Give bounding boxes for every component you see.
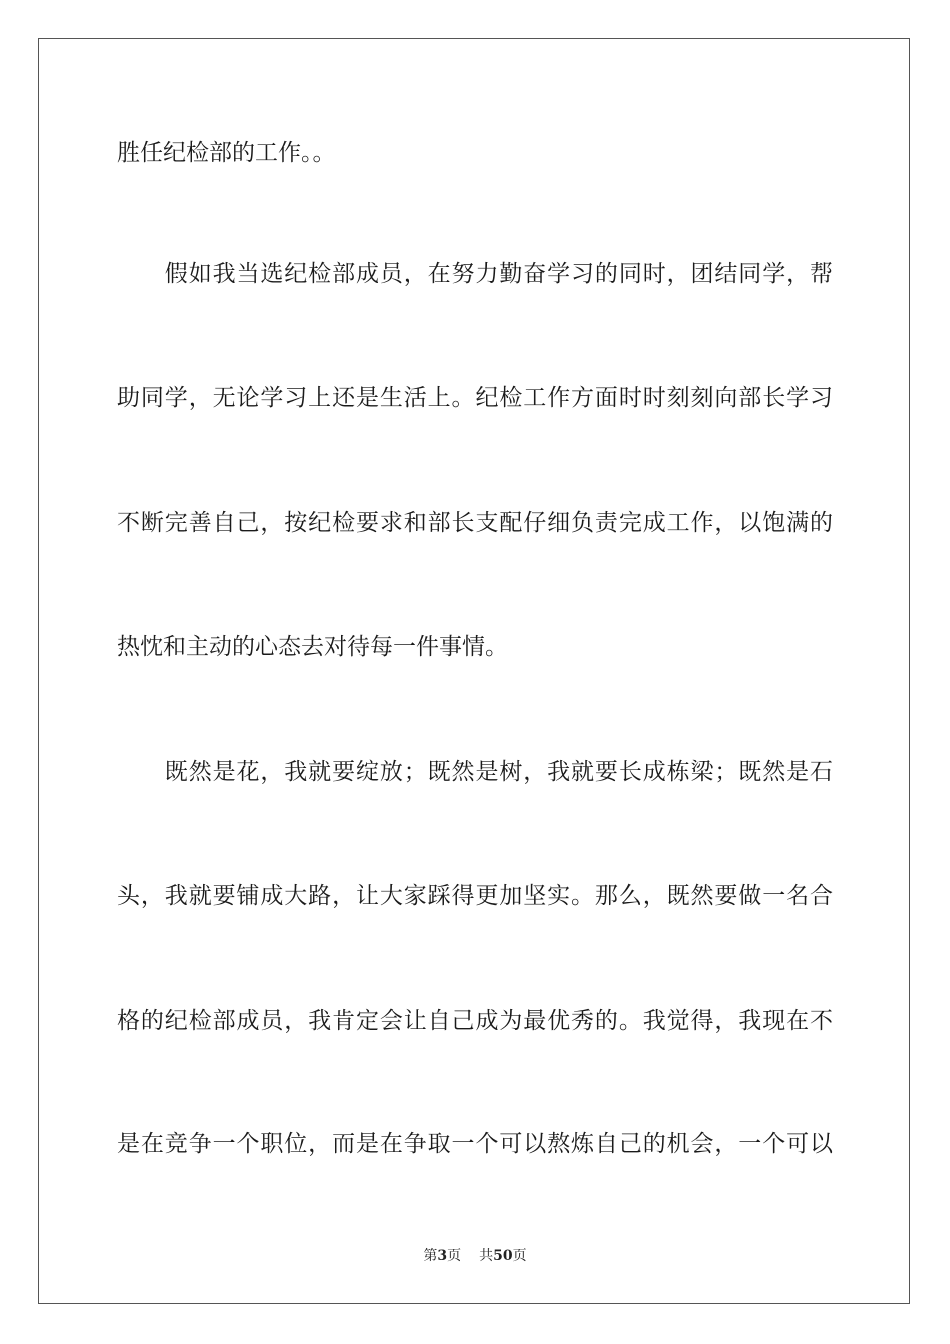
text-line-5: 热忱和主动的心态去对待每一件事情。 — [117, 634, 508, 660]
text-line-2: 假如我当选纪检部成员，在努力勤奋学习的同时，团结同学，帮 — [117, 261, 833, 287]
page-prefix: 第 — [423, 1248, 438, 1264]
text-line-7: 头，我就要铺成大路，让大家踩得更加坚实。那么，既然要做一名合 — [117, 883, 833, 909]
total-suffix: 页 — [512, 1248, 527, 1264]
text-line-8: 格的纪检部成员，我肯定会让自己成为最优秀的。我觉得，我现在不 — [117, 1008, 833, 1034]
total-prefix: 共 — [479, 1248, 494, 1264]
total-pages: 50 — [493, 1248, 513, 1264]
page-number: 3 — [437, 1248, 448, 1264]
page-border — [38, 38, 910, 1304]
text-line-9: 是在竞争一个职位，而是在争取一个可以熬炼自己的机会，一个可以 — [117, 1131, 833, 1157]
text-line-1: 胜任纪检部的工作。。 — [117, 140, 336, 166]
text-line-3: 助同学，无论学习上还是生活上。纪检工作方面时时刻刻向部长学习 — [117, 385, 833, 411]
page-footer — [0, 1247, 950, 1265]
page-suffix: 页 — [447, 1248, 462, 1264]
text-line-4: 不断完善自己，按纪检要求和部长支配仔细负责完成工作，以饱满的 — [117, 510, 833, 536]
text-line-6: 既然是花，我就要绽放；既然是树，我就要长成栋梁；既然是石 — [117, 759, 833, 785]
